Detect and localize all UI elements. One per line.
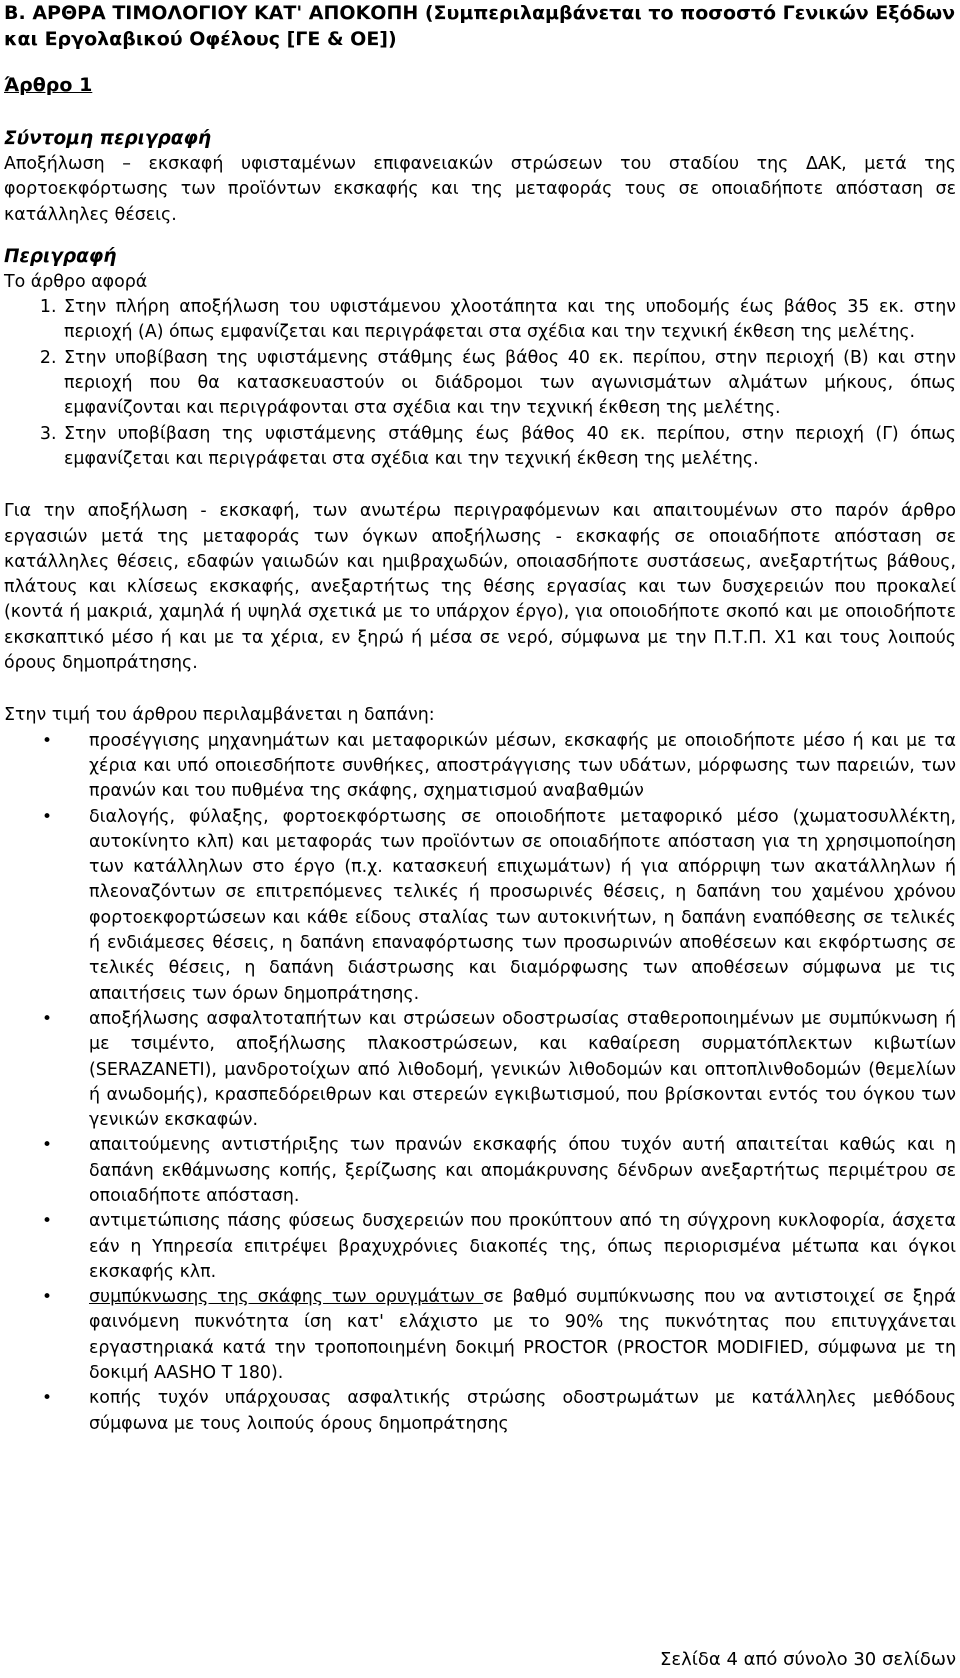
bullet-text: διαλογής, φύλαξης, φορτοεκφόρτωσης σε οποιοδήποτε μεταφορικό μέσο (χωματοσυλλέκτη, αυτοκίνητο κλπ) και μεταφοράς των προϊόντων σε οποιαδήποτε απόσταση για τη χρησιμοποίηση των κατάλληλων στο έργο (π.χ. κατασκευή επιχωμάτων) ή για απόρριψη των ακατάλληλων ή πλεοναζόντων σε επιτρεπόμενες τελικές ή προσωρινές θέσεις, η δαπάνη του χαμένου χρόνου φορτοεκφορτώσεων και κάθε είδους σταλίας των αυτοκινήτων, η δαπάνη εναπόθεσης σε τελικές ή ενδιάμεσες θέσεις, η δαπάνη επαναφόρτωσης των προσωρινών αποθέσεων και εκφόρτωσης σε τελικές θέσεις, η δαπάνη διάστρωσης και διαμόρφωσης των αποθέσεων σύμφωνα με τις απαιτήσεις των όρων δημοπράτησης.	[89, 806, 956, 1004]
bullet-text: κοπής τυχόν υπάρχουσας ασφαλτικής στρώσης οδοστρωμάτων με κατάλληλες μεθόδους σύμφωνα με τους λοιπούς όρους δημοπράτησης	[89, 1388, 956, 1434]
article-title: Άρθρο 1	[4, 74, 93, 96]
list-item	[4, 1133, 956, 1209]
list-item	[4, 1007, 956, 1133]
list-item	[4, 805, 956, 1007]
list-item: 2. Στην υποβίβαση της υφιστάμενης στάθμης έως βάθος 40 εκ. περίπου, στην περιοχή (Β) και στην περιοχή που θα κατασκευαστούν οι διάδρομοι των αγωνισμάτων αλμάτων μήκους, όπως εμφανίζονται και περιγράφονται στα σχέδια και την τεχνική έκθεση της μελέτης.	[62, 346, 956, 422]
short-description-title: Σύντομη περιγραφή	[4, 128, 212, 149]
bullet-text: προσέγγισης μηχανημάτων και μεταφορικών μέσων, εκσκαφής με οποιοδήποτε μέσο ή και με τα χέρια και υπό οποιεσδήποτε συνθήκες, αποστράγγισης των υδάτων, μόρφωσης των παρειών, των πρανών και του πυθμένα της σκάφης, σχηματισμού αναβαθμών	[89, 730, 956, 802]
short-description-text: Αποξήλωση – εκσκαφή υφισταμένων επιφανειακών στρώσεων του σταδίου της ΔΑΚ, μετά της φορτοεκφόρτωσης των προϊόντων εκσκαφής και της μεταφοράς τους σε οποιαδήποτε απόσταση σε κατάλληλες θέσεις.	[4, 154, 956, 225]
list-item	[4, 1285, 956, 1386]
bullet-text: αντιμετώπισης πάσης φύσεως δυσχερειών που προκύπτουν από τη σύγχρονη κυκλοφορία, άσχετα εάν η Υπηρεσία επιτρέψει βραχυχρόνιες διακοπές της, όπως περιορισμένα μέτωπα και όγκοι εκσκαφής κλπ.	[89, 1211, 956, 1282]
bullet-icon: •	[42, 1287, 53, 1308]
price-intro: Στην τιμή του άρθρου περιλαμβάνεται η δαπάνη:	[4, 705, 435, 726]
bullet-text: απαιτούμενης αντιστήριξης των πρανών εκσκαφής όπου τυχόν αυτή απαιτείται καθώς και η δαπάνη εκθάμνωσης κοπής, ξερίζωσης και απομάκρυνσης δένδρων ανεξαρτήτως περιμέτρου σε οποιαδήποτε απόσταση.	[89, 1135, 956, 1206]
section-heading: Β. ΑΡΘΡΑ ΤΙΜΟΛΟΓΙΟΥ ΚΑΤ' ΑΠΟΚΟΠΗ (Συμπεριλαμβάνεται το ποσοστό Γενικών Εξόδων και Εργολαβικού Οφέλους [ΓΕ & ΟΕ])	[4, 2, 956, 50]
list-item: 1. Στην πλήρη αποξήλωση του υφιστάμενου χλοοτάπητα και της υποδομής έως βάθος 35 εκ. στην περιοχή (Α) όπως εμφανίζεται και περιγράφεται στα σχέδια και την τεχνική έκθεση της μελέτης.	[62, 295, 956, 346]
list-item	[4, 1386, 956, 1437]
list-item	[4, 729, 956, 805]
bullet-icon: •	[42, 1211, 53, 1232]
main-paragraph: Για την αποξήλωση - εκσκαφή, των ανωτέρω περιγραφόμενων και απαιτουμένων στο παρόν άρθρο εργασιών μετά της μεταφοράς των όγκων αποξήλωσης - εκσκαφής σε οποιαδήποτε απόσταση σε κατάλληλες θέσεις, εδαφών γαιωδών και ημιβραχωδών, οποιασδήποτε συστάσεως, ανεξαρτήτως βάθους, πλάτους και κλίσεως εκσκαφής, ανεξαρτήτως της θέσης εργασίας και των δυσχερειών που προκαλεί (κοντά ή μακριά, χαμηλά ή υψηλά σχετικά με το υπάρχον έργο), για οποιοδήποτε σκοπό και με οποιοδήποτε εκσκαπτικό μέσο ή και με τα χέρια, εν ξηρώ ή μέσα σε νερό, σύμφωνα με την Π.Τ.Π. Χ1 και τους λοιπούς όρους δημοπράτησης.	[4, 501, 956, 674]
bullet-icon: •	[42, 1388, 53, 1409]
bullet-icon: •	[42, 1135, 53, 1156]
list-item: 3. Στην υποβίβαση της υφιστάμενης στάθμης έως βάθος 40 εκ. περίπου, στην περιοχή (Γ) όπως εμφανίζεται και περιγράφεται στα σχέδια και την τεχνική έκθεση της μελέτης.	[62, 422, 956, 473]
cost-bullet-list	[4, 729, 956, 1437]
description-list	[4, 295, 956, 472]
bullet-icon: •	[42, 1008, 53, 1029]
bullet-icon: •	[42, 806, 53, 827]
bullet-text: αποξήλωσης ασφαλτοταπήτων και στρώσεων οδοστρωσίας σταθεροποιημένων με συμπύκνωση ή με τσιμέντο, αποξήλωσης πλακοστρώσεων, και καθαίρεση συρματόπλεκτων κιβωτίων (SERAZANETI), μανδροτοίχων από λιθοδομή, γενικών λιθοδομών και οπτοπλινθοδομών (θεμελίων ή ανωδομής), κρασπεδόρειθρων και στερεών εγκιβωτισμού, που βρίσκονται εντός του όγκου των γενικών εκσκαφών.	[89, 1008, 956, 1131]
bullet-icon: •	[42, 730, 53, 751]
document-page	[4, 0, 956, 1437]
list-item	[4, 1209, 956, 1285]
bullet-text: σε βαθμό συμπύκνωσης που να αντιστοιχεί σε ξηρά φαινόμενη πυκνότητα ίση κατ' ελάχιστο με το 90% της πυκνότητας που επιτυγχάνεται εργαστηριακά κατά την τροποποιημένη δοκιμή PROCTOR (PROCTOR MODIFIED, σύμφωνα με τη δοκιμή AASHO T 180).	[89, 1287, 956, 1384]
underlined-phrase: συμπύκνωσης της σκάφης των ορυγμάτων	[89, 1287, 484, 1308]
description-intro: Το άρθρο αφορά	[4, 271, 148, 292]
page-footer: Σελίδα 4 από σύνολο 30 σελίδων	[660, 1649, 956, 1670]
description-title: Περιγραφή	[4, 245, 117, 267]
